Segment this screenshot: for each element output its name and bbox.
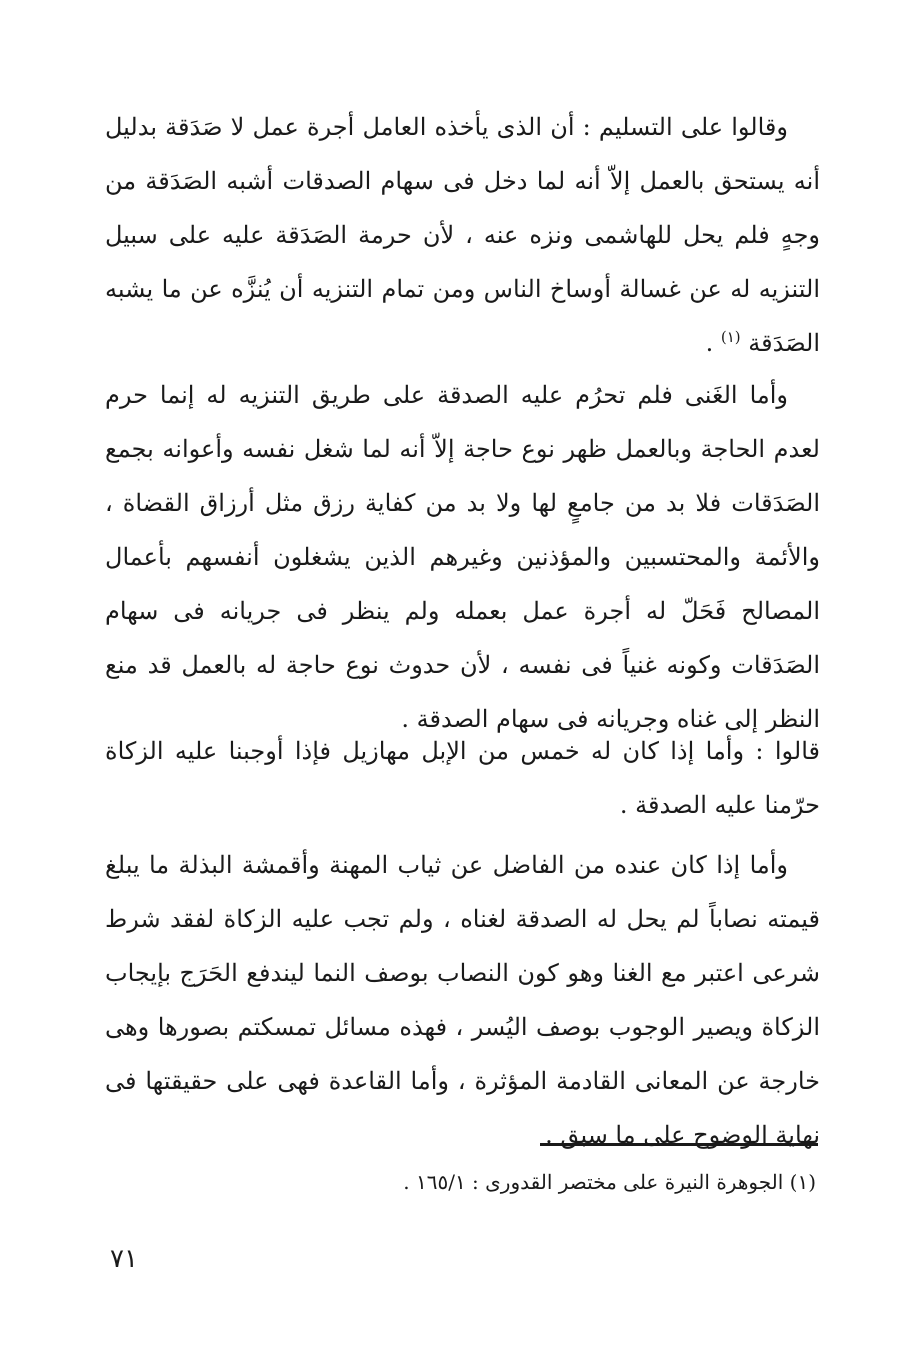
footnote: (١) الجوهرة النيرة على مختصر القدورى : ١٦٥/١ . xyxy=(403,1170,816,1194)
footnote-divider xyxy=(540,1143,818,1146)
paragraph-2: وأما الغَنى فلم تحرُم عليه الصدقة على طريق التنزيه له إنما حرم لعدم الحاجة وبالعمل ظهر نوع حاجة إلاّ أنه لما شغل نفسه وأعوانه بجمع الصَدَقات فلا بد من جامعٍ لها ولا بد من كفاية رزق مثل أرزاق القضاة ، والأئمة والمحتسبين والمؤذنين وغيرهم الذين يشغلون أنفسهم بأعمال المصالح فَحَلّ له أجرة عمل بعمله ولم ينظر فى جريانه فى سهام الصَدَقات وكونه غنياً فى نفسه ، لأن حدوث نوع حاجة له بالعمل قد منع النظر إلى غناه وجريانه فى سهام الصدقة . xyxy=(105,381,820,733)
paragraph-1 xyxy=(105,100,820,370)
page-number: ٧١ xyxy=(110,1244,138,1274)
paragraph-1-tail: . xyxy=(705,329,721,357)
paragraph-4: وأما إذا كان عنده من الفاضل عن ثياب المهنة وأقمشة البذلة ما يبلغ قيمته نصاباً لم يحل له الصدقة لغناه ، ولم تجب عليه الزكاة لفقد شرط شرعى اعتبر مع الغنا وهو كون النصاب بوصف النما ليندفع الحَرَج بإيجاب الزكاة ويصير الوجوب بوصف اليُسر ، فهذه مسائل تمسكتم بصورها وهى خارجة عن المعانى القادمة المؤثرة ، وأما القاعدة فهى على حقيقتها فى نهاية الوضوح على ما سبق . xyxy=(105,851,820,1149)
footnote-reference: (١) xyxy=(720,328,741,346)
paragraph-1-text: وقالوا على التسليم : أن الذى يأخذه العامل أجرة عمل لا صَدَقة بدليل أنه يستحق بالعمل إلاّ أنه لما دخل فى سهام الصدقات أشبه الصَدَقة من وجهٍ فلم يحل للهاشمى ونزه عنه ، لأن حرمة الصَدَقة عليه على سبيل التنزيه له عن غسالة أوساخ الناس ومن تمام التنزيه أن يُنزَّه عن ما يشبه الصَدَقة xyxy=(105,113,820,357)
paragraph-3: قالوا : وأما إذا كان له خمس من الإبل مهازيل فإذا أوجبنا عليه الزكاة حرّمنا عليه الصدقة . xyxy=(105,737,820,819)
